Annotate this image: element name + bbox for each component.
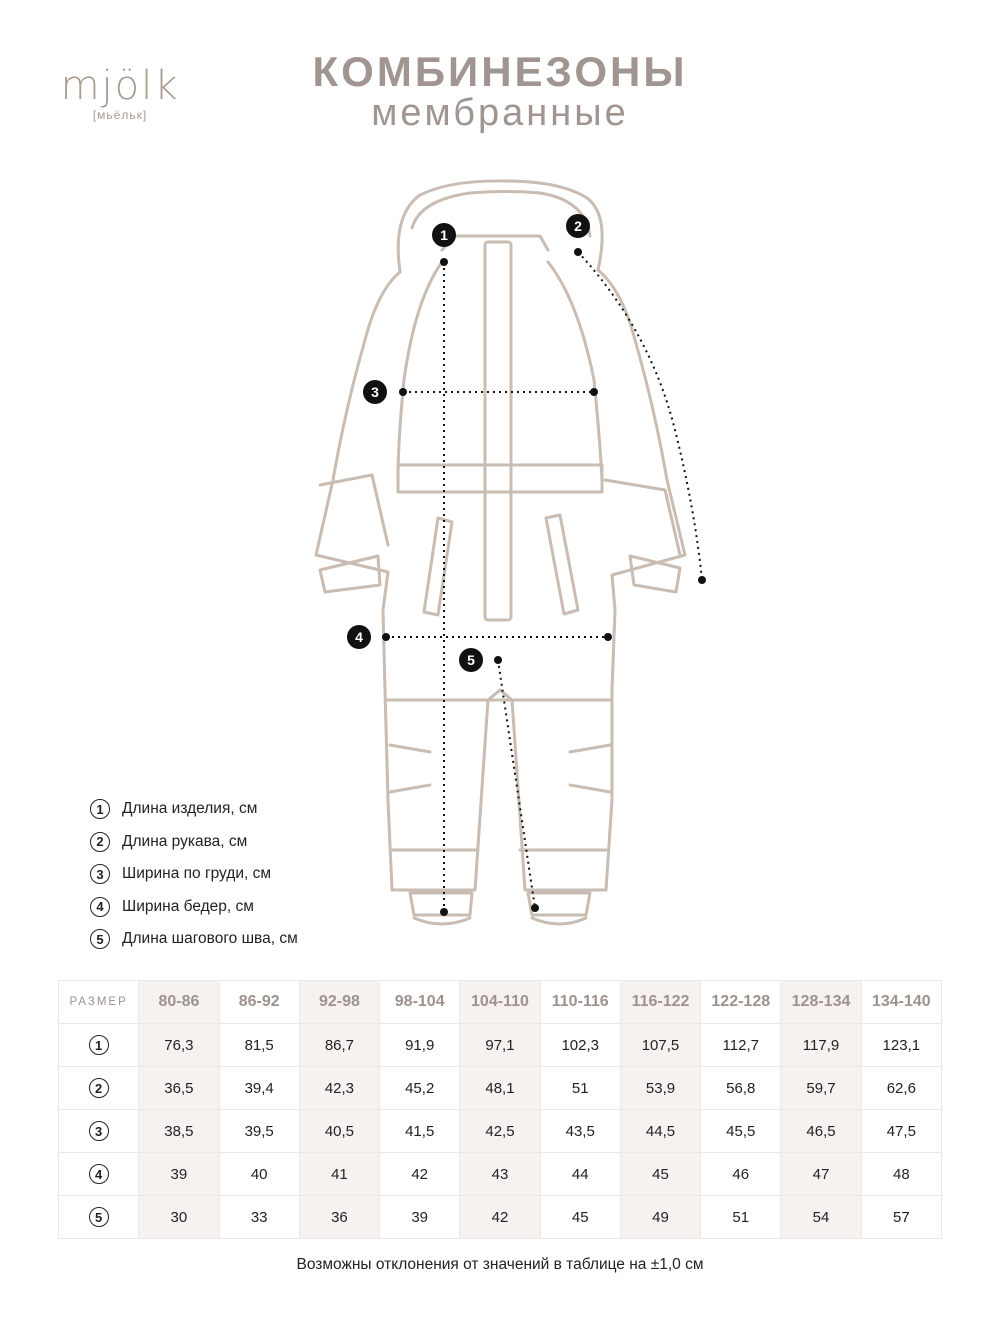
table-cell: 46 [701, 1153, 781, 1196]
table-cell: 45 [540, 1196, 620, 1239]
table-cell: 47,5 [861, 1110, 941, 1153]
body-outline [316, 270, 685, 890]
table-cell: 40 [219, 1153, 299, 1196]
waist-band [398, 465, 602, 492]
legend-number: 5 [90, 929, 110, 949]
title-main: КОМБИНЕЗОНЫ [312, 48, 688, 95]
row-number: 4 [89, 1164, 109, 1184]
row-number-cell [59, 1196, 139, 1239]
table-cell: 62,6 [861, 1067, 941, 1110]
legend-number: 4 [90, 897, 110, 917]
right-raglan-seam [548, 262, 602, 480]
legend-item [90, 891, 298, 924]
table-cell: 123,1 [861, 1024, 941, 1067]
legend-number: 1 [90, 799, 110, 819]
measurement-legend [90, 793, 298, 956]
size-column-header: 128-134 [781, 981, 861, 1024]
table-cell: 39,4 [219, 1067, 299, 1110]
table-cell: 39 [380, 1196, 460, 1239]
title-sub: мембранные [371, 92, 629, 135]
left-sleeve-seam [320, 475, 388, 545]
size-column-header: 92-98 [299, 981, 379, 1024]
size-header-label: РАЗМЕР [59, 981, 139, 1024]
table-cell: 40,5 [299, 1110, 379, 1153]
svg-text:3: 3 [371, 384, 379, 400]
table-cell: 91,9 [380, 1024, 460, 1067]
right-pocket [546, 515, 578, 614]
legend-item [90, 923, 298, 956]
size-column-header: 104-110 [460, 981, 540, 1024]
table-cell: 81,5 [219, 1024, 299, 1067]
table-cell: 41,5 [380, 1110, 460, 1153]
size-column-header: 134-140 [861, 981, 941, 1024]
legend-number: 2 [90, 832, 110, 852]
legend-label: Ширина бедер, см [122, 897, 254, 915]
table-cell: 46,5 [781, 1110, 861, 1153]
table-cell: 30 [139, 1196, 219, 1239]
size-column-header: 98-104 [380, 981, 460, 1024]
table-cell: 43 [460, 1153, 540, 1196]
table-cell: 54 [781, 1196, 861, 1239]
table-cell: 42,5 [460, 1110, 540, 1153]
table-cell: 97,1 [460, 1024, 540, 1067]
table-cell: 76,3 [139, 1024, 219, 1067]
marker-2 [566, 214, 590, 238]
marker-5 [459, 648, 483, 672]
table-cell: 117,9 [781, 1024, 861, 1067]
table-cell: 45 [620, 1153, 700, 1196]
table-row [59, 1153, 942, 1196]
table-cell: 112,7 [701, 1024, 781, 1067]
right-cuff [630, 556, 680, 592]
right-ankle-cuff [528, 893, 590, 915]
table-cell: 53,9 [620, 1067, 700, 1110]
table-cell: 39,5 [219, 1110, 299, 1153]
measurement-lines [386, 252, 702, 912]
legend-label: Длина шагового шва, см [122, 930, 298, 948]
table-cell: 47 [781, 1153, 861, 1196]
table-cell: 42 [460, 1196, 540, 1239]
row-number: 3 [89, 1121, 109, 1141]
right-leg-pleats [570, 745, 610, 792]
table-cell: 42,3 [299, 1067, 379, 1110]
table-cell: 33 [219, 1196, 299, 1239]
legend-item [90, 793, 298, 826]
svg-text:5: 5 [467, 652, 475, 668]
measurement-endpoints [382, 248, 706, 916]
marker-4 [347, 625, 371, 649]
table-cell: 44 [540, 1153, 620, 1196]
table-row [59, 1024, 942, 1067]
size-column-header: 122-128 [701, 981, 781, 1024]
logo-transcription: [мьёльк] [92, 108, 148, 122]
size-column-header: 86-92 [219, 981, 299, 1024]
legend-number: 3 [90, 864, 110, 884]
size-column-header: 110-116 [540, 981, 620, 1024]
table-cell: 59,7 [781, 1067, 861, 1110]
marker-3 [363, 380, 387, 404]
right-foot-strap [532, 918, 586, 924]
table-cell: 107,5 [620, 1024, 700, 1067]
marker-1 [432, 223, 456, 247]
legend-label: Ширина по груди, см [122, 865, 272, 883]
row-number-cell [59, 1153, 139, 1196]
legend-label: Длина изделия, см [122, 800, 258, 818]
table-cell: 57 [861, 1196, 941, 1239]
table-cell: 48 [861, 1153, 941, 1196]
table-cell: 102,3 [540, 1024, 620, 1067]
left-pocket [424, 518, 452, 615]
table-cell: 49 [620, 1196, 700, 1239]
table-cell: 42 [380, 1153, 460, 1196]
left-raglan-seam [398, 262, 442, 480]
legend-item [90, 826, 298, 859]
svg-text:1: 1 [440, 227, 448, 243]
row-number: 5 [89, 1207, 109, 1227]
size-column-header: 80-86 [139, 981, 219, 1024]
zipper-placket [485, 242, 511, 620]
left-foot-strap [414, 918, 470, 924]
left-cuff [320, 556, 380, 592]
logo-wordmark: mjölk [60, 63, 180, 109]
table-cell: 86,7 [299, 1024, 379, 1067]
table-cell: 41 [299, 1153, 379, 1196]
table-cell: 45,2 [380, 1067, 460, 1110]
table-cell: 56,8 [701, 1067, 781, 1110]
row-number: 2 [89, 1078, 109, 1098]
table-row [59, 1196, 942, 1239]
table-row [59, 1067, 942, 1110]
row-number-cell [59, 1067, 139, 1110]
svg-text:2: 2 [574, 218, 582, 234]
jumpsuit-outline [316, 181, 685, 924]
table-cell: 51 [701, 1196, 781, 1239]
table-row [59, 1110, 942, 1153]
table-cell: 45,5 [701, 1110, 781, 1153]
legend-label: Длина рукава, см [122, 832, 248, 850]
table-cell: 48,1 [460, 1067, 540, 1110]
table-cell: 39 [139, 1153, 219, 1196]
table-cell: 51 [540, 1067, 620, 1110]
row-number-cell [59, 1110, 139, 1153]
table-cell: 44,5 [620, 1110, 700, 1153]
table-cell: 38,5 [139, 1110, 219, 1153]
left-leg-pleats [390, 745, 430, 792]
size-column-header: 116-122 [620, 981, 700, 1024]
svg-text:4: 4 [355, 629, 363, 645]
size-table [58, 980, 942, 1239]
row-number: 1 [89, 1035, 109, 1055]
table-cell: 36,5 [139, 1067, 219, 1110]
legend-item [90, 858, 298, 891]
table-cell: 36 [299, 1196, 379, 1239]
table-cell: 43,5 [540, 1110, 620, 1153]
tolerance-note: Возможны отклонения от значений в таблице на ±1,0 см [296, 1256, 704, 1273]
table-header-row [59, 981, 942, 1024]
row-number-cell [59, 1024, 139, 1067]
